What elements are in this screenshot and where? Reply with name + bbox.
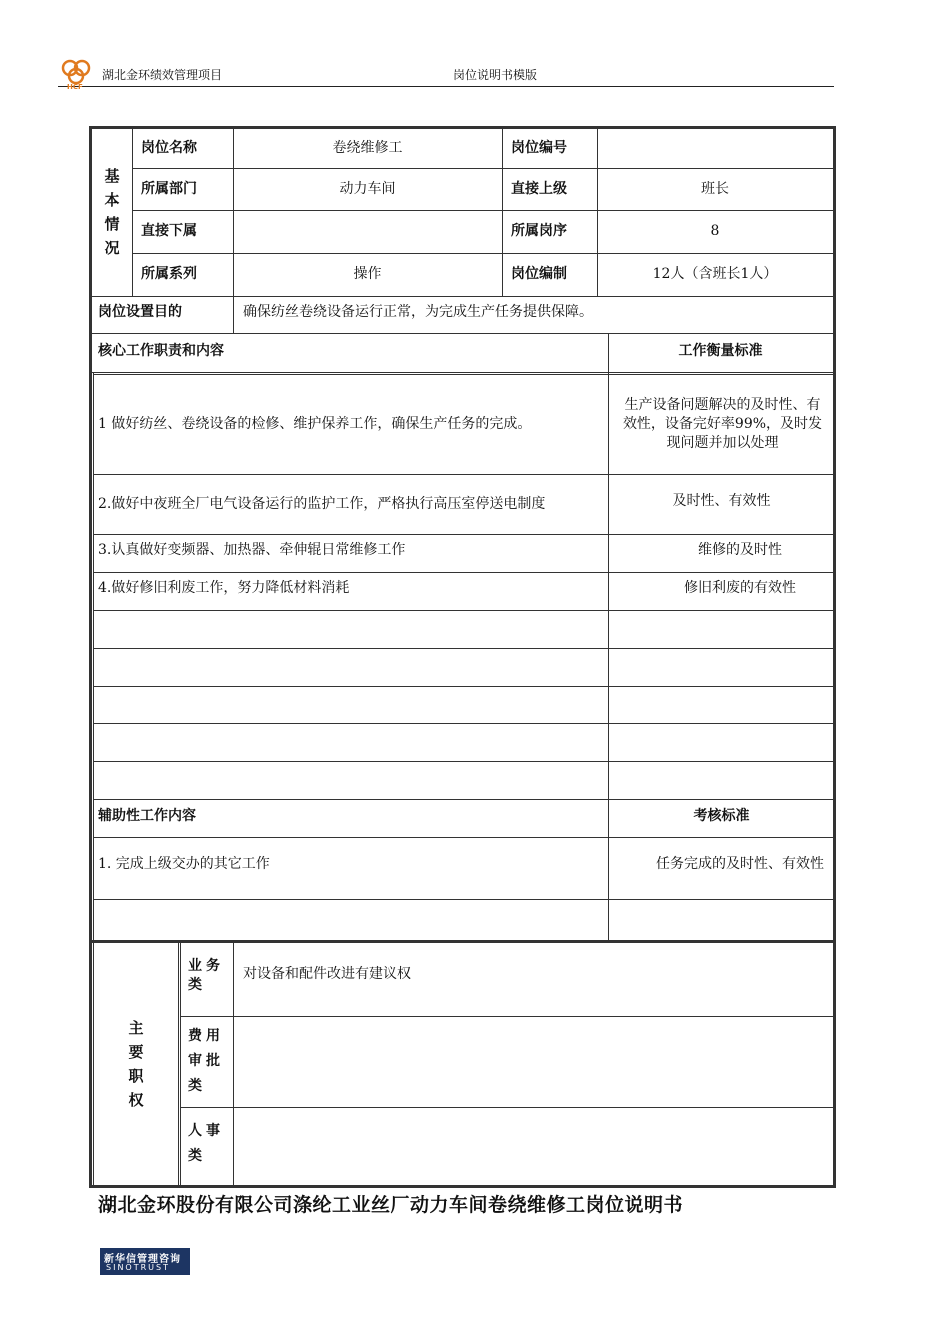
logo-text: HCF [67, 83, 83, 90]
label-position-code: 岗位编号 [511, 139, 567, 156]
core-duty-2: 2.做好中夜班全厂电气设备运行的监护工作，严格执行高压室停送电制度 [98, 496, 546, 512]
hcf-logo-icon [58, 56, 98, 90]
authority-business-label: 业务类 [188, 958, 224, 993]
authority-label: 主要职权 [128, 1019, 144, 1109]
header-doc-title: 岗位说明书模版 [453, 68, 538, 82]
sinotrust-logo-en: SINOTRUST [106, 1263, 170, 1272]
label-department: 所属部门 [141, 180, 197, 197]
core-duty-1: 1 做好纺丝、卷绕设备的检修、维护保养工作，确保生产任务的完成。 [98, 416, 532, 432]
core-duty-4: 4.做好修旧利废工作，努力降低材料消耗 [98, 579, 350, 596]
value-direct-superior: 班长 [701, 180, 729, 197]
header-project-name: 湖北金环绩效管理项目 [102, 68, 223, 82]
authority-business-text: 对设备和配件改进有建议权 [243, 966, 411, 982]
core-duty-9 [98, 762, 606, 799]
core-standard-8 [610, 724, 833, 761]
core-duty-6 [98, 649, 606, 686]
authority-personnel-text [243, 1118, 828, 1178]
label-series: 所属系列 [141, 266, 197, 282]
authority-expense-label: 费用审批类 [188, 1027, 224, 1094]
core-duty-7 [98, 687, 606, 723]
label-position-name: 岗位名称 [141, 139, 197, 156]
core-standard-2: 及时性、有效性 [672, 493, 771, 509]
value-subordinates [233, 210, 502, 253]
aux-standard-header: 考核标准 [693, 807, 750, 824]
value-position-code [597, 128, 833, 168]
label-direct-superior: 直接上级 [511, 180, 567, 197]
authority-expense-text [243, 1022, 828, 1100]
core-standard-header: 工作衡量标准 [678, 343, 763, 359]
sinotrust-logo [100, 1248, 190, 1275]
aux-standard-1: 任务完成的及时性、有效性 [656, 855, 824, 872]
label-position-rank: 所属岗序 [511, 223, 567, 239]
core-duty-8 [98, 724, 606, 761]
value-headcount: 12人（含班长1人） [652, 266, 778, 282]
purpose-label: 岗位设置目的 [98, 303, 182, 320]
core-standard-3: 维修的及时性 [698, 541, 782, 558]
sinotrust-logo-cn: 新华信管理咨询 [104, 1254, 181, 1265]
core-duty-3: 3.认真做好变频器、加热器、牵伸辊日常维修工作 [98, 541, 406, 558]
basic-info-label: 基本情况 [104, 167, 120, 257]
label-headcount: 岗位编制 [511, 266, 567, 282]
core-standard-9 [610, 762, 833, 799]
aux-duty-2 [98, 900, 606, 940]
core-standard-1: 生产设备问题解决的及时性、有效性，设备完好率99%，及时发现问题并加以处理 [622, 397, 823, 451]
core-duties-header: 核心工作职责和内容 [98, 343, 224, 359]
core-standard-7 [610, 687, 833, 723]
page-header [58, 56, 834, 90]
value-position-rank: 8 [710, 223, 720, 239]
value-position-name: 卷绕维修工 [332, 139, 403, 156]
aux-duties-header: 辅助性工作内容 [98, 807, 196, 824]
purpose-text: 确保纺丝卷绕设备运行正常，为完成生产任务提供保障。 [243, 303, 593, 320]
core-standard-6 [610, 649, 833, 686]
document-title: 湖北金环股份有限公司涤纶工业丝厂动力车间卷绕维修工岗位说明书 [98, 1194, 684, 1216]
core-standard-4: 修旧利废的有效性 [684, 579, 796, 596]
value-series: 操作 [353, 266, 382, 282]
authority-personnel-label: 人事类 [188, 1123, 224, 1164]
aux-standard-2 [610, 900, 833, 940]
core-duty-5 [98, 611, 606, 648]
core-standard-5 [610, 611, 833, 648]
label-subordinates: 直接下属 [141, 223, 197, 239]
value-department: 动力车间 [339, 180, 396, 197]
aux-duty-1: 1. 完成上级交办的其它工作 [98, 855, 270, 872]
